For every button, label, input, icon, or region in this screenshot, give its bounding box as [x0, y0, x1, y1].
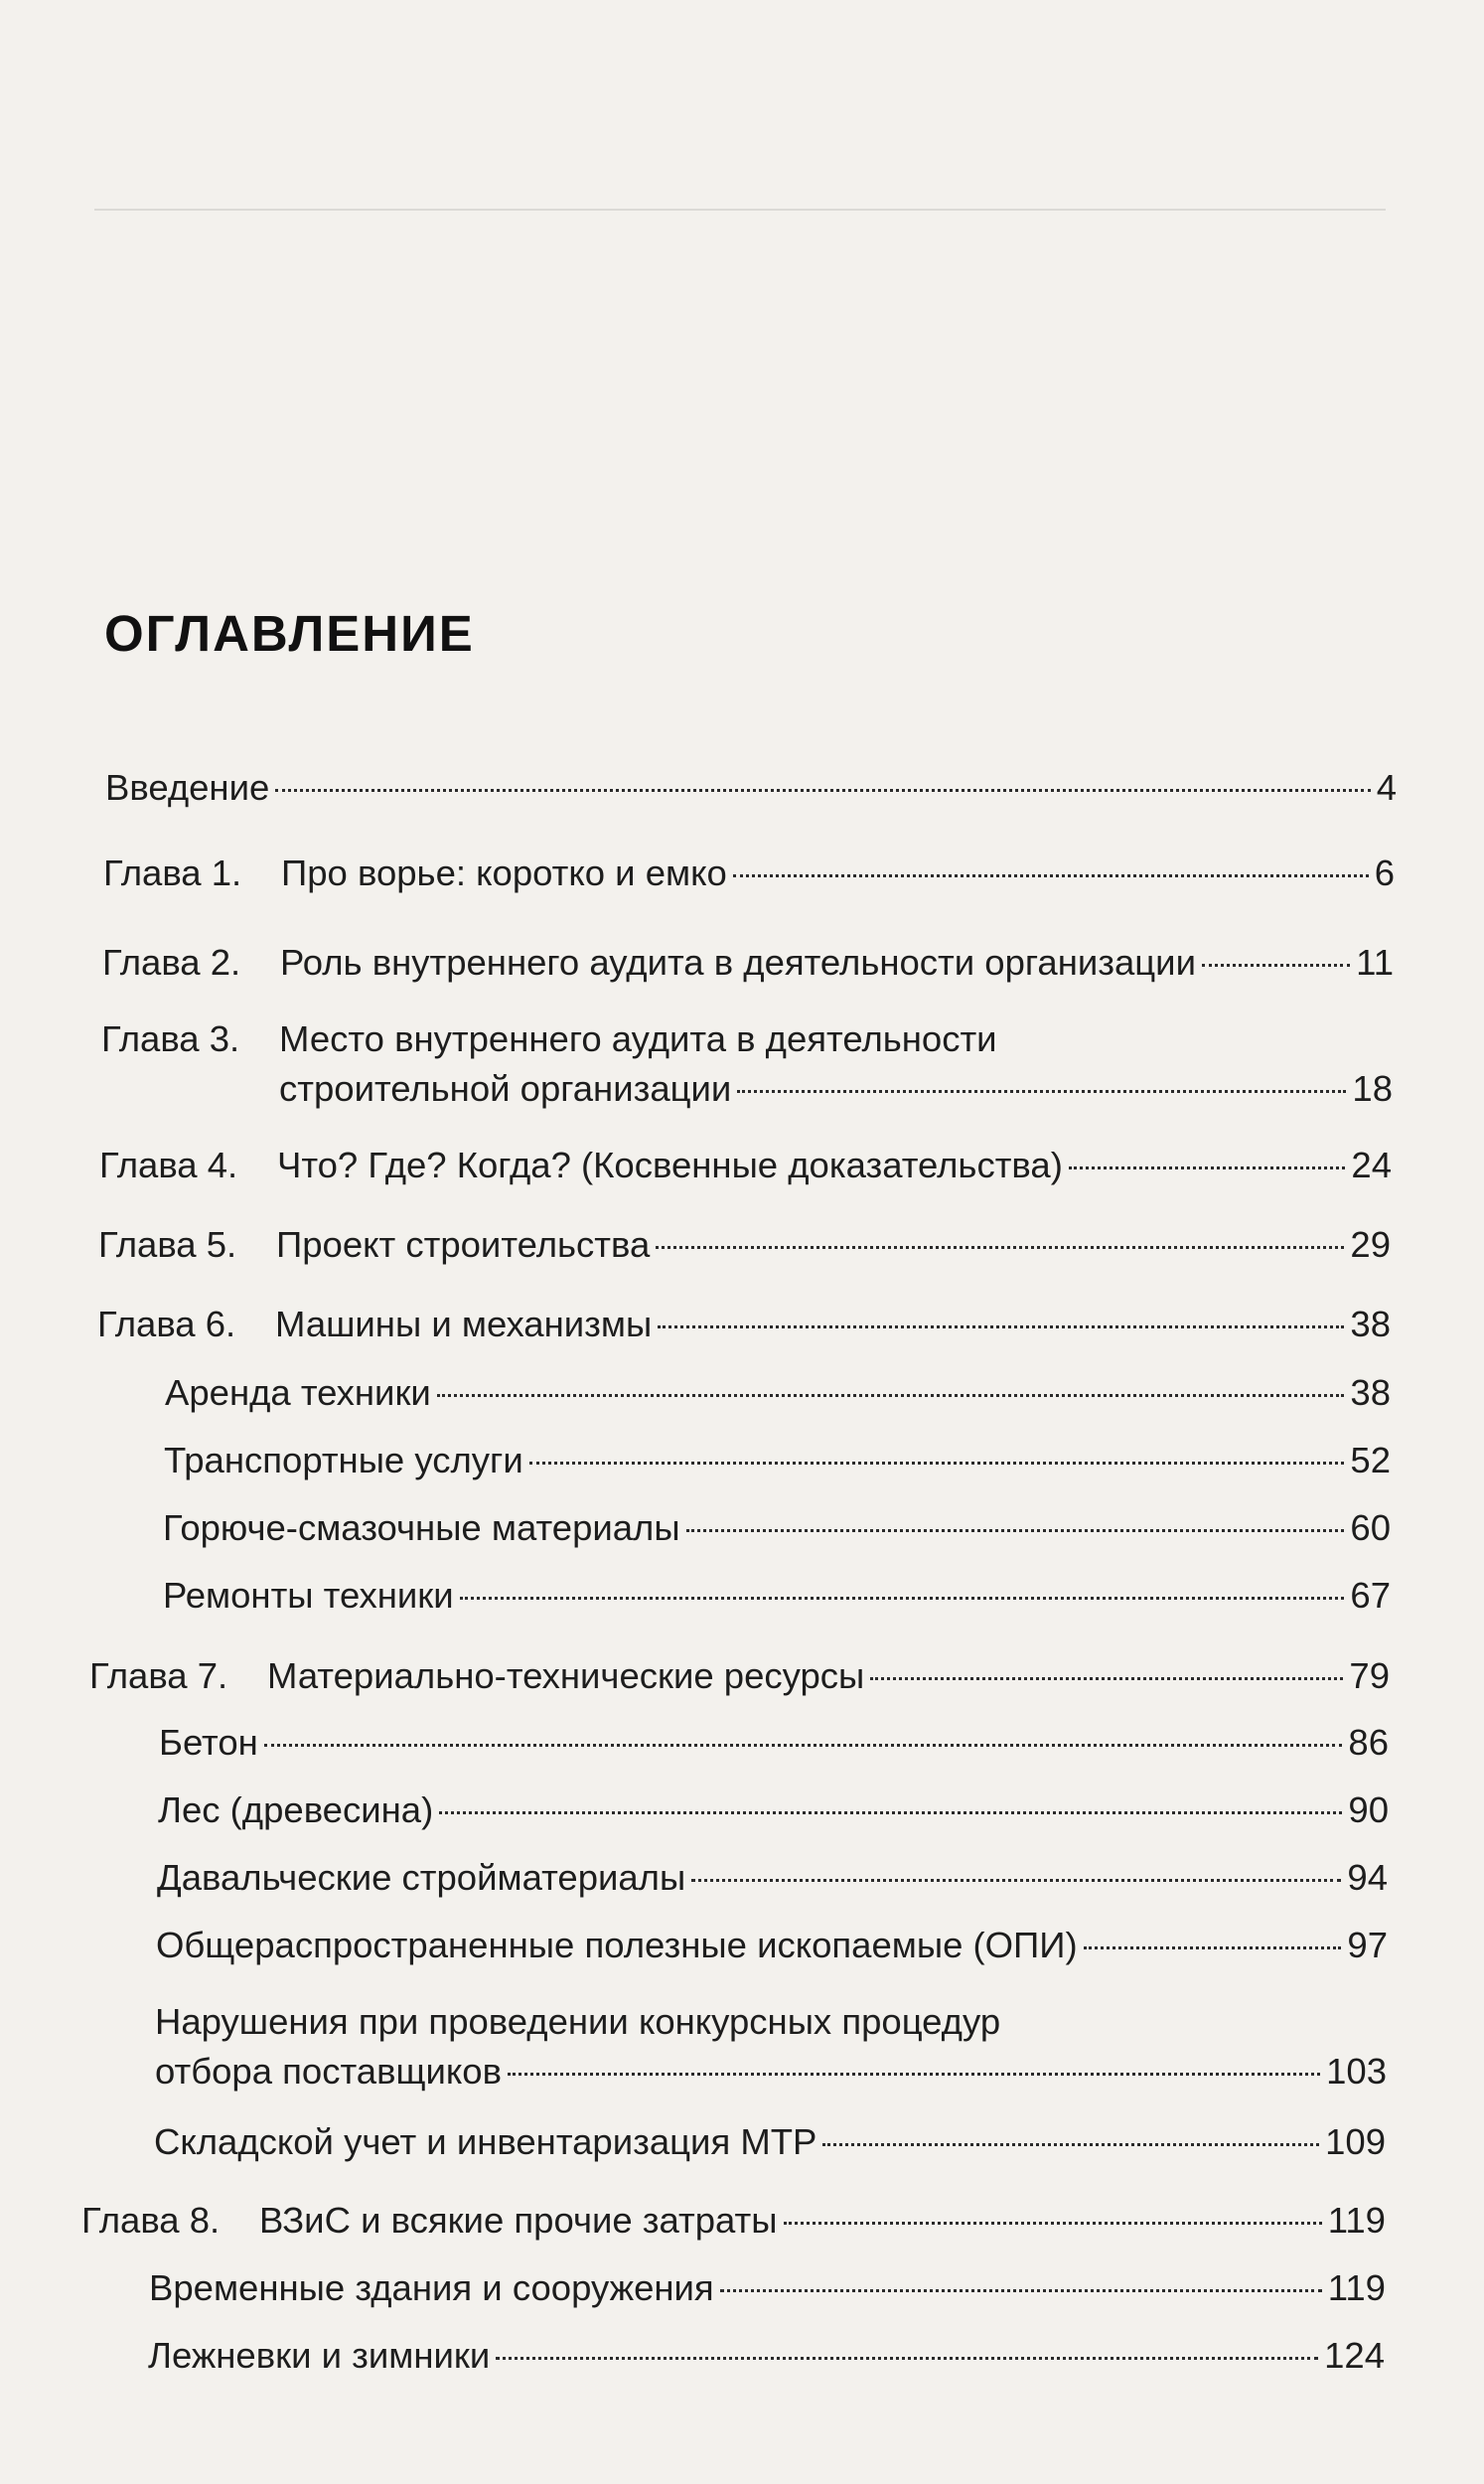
toc-entry-chapter-6: [97, 1300, 1391, 1349]
toc-entry-title: строительной организации: [279, 1068, 732, 1109]
toc-entry-page: 52: [1350, 1440, 1391, 1480]
toc-entry-page: 94: [1347, 1857, 1388, 1898]
toc-entry-title-line1: Место внутреннего аудита в деятельности: [279, 1018, 997, 1059]
toc-entry-page: 18: [1352, 1068, 1393, 1109]
toc-entry-page: 24: [1351, 1145, 1392, 1185]
toc-entry-chapter-4: [99, 1141, 1392, 1190]
toc-chapter-number: Глава 4.: [99, 1145, 238, 1185]
toc-entry-section: [158, 1785, 1389, 1835]
dot-leader: [870, 1677, 1343, 1680]
toc-entry-chapter-1: [103, 849, 1395, 898]
toc-entry-page: 86: [1348, 1722, 1389, 1763]
dot-leader: [460, 1597, 1345, 1600]
toc-entry-chapter-7: [89, 1651, 1390, 1701]
toc-entry-page: 4: [1376, 767, 1397, 808]
dot-leader: [439, 1811, 1342, 1814]
toc-entry-title: Про ворье: коротко и емко: [281, 853, 727, 893]
toc-entry-section: [148, 2331, 1385, 2381]
toc-entry-title: Что? Где? Когда? (Косвенные доказательства): [277, 1145, 1063, 1185]
toc-entry-page: 79: [1349, 1655, 1390, 1696]
toc-entry-page: 103: [1326, 2051, 1387, 2092]
dot-leader: [437, 1394, 1345, 1397]
toc-entry-section: [149, 2263, 1386, 2313]
toc-entry-page: 119: [1327, 2200, 1386, 2241]
dot-leader: [737, 1090, 1346, 1093]
toc-entry-title: Лес (древесина): [158, 1789, 434, 1830]
dot-leader: [658, 1325, 1344, 1328]
dot-leader: [656, 1246, 1344, 1249]
dot-leader: [264, 1744, 1343, 1747]
toc-entry-title: Введение: [105, 767, 270, 808]
toc-entry-chapter-2: [102, 938, 1394, 988]
toc-entry-title: Проект строительства: [276, 1224, 651, 1265]
toc-entry-page: 11: [1356, 942, 1394, 983]
toc-entry-title: Горюче-смазочные материалы: [163, 1507, 680, 1548]
toc-entry-title: Складской учет и инвентаризация МТР: [154, 2121, 817, 2162]
toc-chapter-number: Глава 7.: [89, 1655, 228, 1696]
toc-entry-page: 6: [1374, 853, 1395, 893]
dot-leader: [496, 2357, 1318, 2360]
toc-entry-page: 119: [1327, 2267, 1386, 2308]
toc-entry-section: [164, 1436, 1391, 1485]
page-title: ОГЛАВЛЕНИЕ: [104, 605, 475, 662]
toc-chapter-number: Глава 1.: [103, 853, 242, 893]
toc-entry-title: Транспортные услуги: [164, 1440, 523, 1480]
toc-entry-title: Давальческие стройматериалы: [157, 1857, 686, 1898]
dot-leader: [784, 2222, 1322, 2225]
toc-entry-page: 38: [1350, 1372, 1391, 1413]
toc-entry-title: ВЗиС и всякие прочие затраты: [259, 2200, 778, 2241]
toc-entry-page: 67: [1350, 1575, 1391, 1616]
dot-leader: [686, 1529, 1345, 1532]
dot-leader: [733, 874, 1369, 877]
dot-leader: [275, 789, 1370, 792]
toc-entry-section: [157, 1853, 1388, 1903]
toc-entry-section: [154, 2117, 1386, 2167]
toc-entry-title: отбора поставщиков: [155, 2051, 502, 2092]
toc-chapter-number: Глава 6.: [97, 1304, 236, 1344]
dot-leader: [529, 1462, 1345, 1465]
toc-entry-page: 97: [1347, 1925, 1388, 1965]
toc-entry-page: 38: [1350, 1304, 1391, 1344]
toc-entry-page: 109: [1325, 2121, 1386, 2162]
dot-leader: [691, 1879, 1341, 1882]
toc-entry-title: Временные здания и сооружения: [149, 2267, 714, 2308]
dot-leader: [1084, 1946, 1342, 1949]
toc-entry-chapter-8: [81, 2196, 1386, 2246]
toc-entry-section: [155, 1997, 1387, 2096]
toc-chapter-number: Глава 5.: [98, 1224, 237, 1265]
toc-entry-section: [159, 1718, 1389, 1768]
toc-entry-page: 60: [1350, 1507, 1391, 1548]
dot-leader: [720, 2289, 1322, 2292]
toc-entry-title: Общераспространенные полезные ископаемые (ОПИ): [156, 1925, 1078, 1965]
toc-chapter-number: Глава 3.: [101, 1018, 240, 1059]
toc-entry-title: Материально-технические ресурсы: [267, 1655, 865, 1696]
toc-entry-section: [165, 1368, 1391, 1418]
toc-chapter-number: Глава 2.: [102, 942, 241, 983]
toc-entry-page: 29: [1350, 1224, 1391, 1265]
toc-entry-title: Машины и механизмы: [275, 1304, 653, 1344]
toc-entry-page: 90: [1348, 1789, 1389, 1830]
toc-entry-title: Ремонты техники: [163, 1575, 454, 1616]
toc-entry-title: Лежневки и зимники: [148, 2335, 491, 2376]
toc-entry-chapter-5: [98, 1220, 1391, 1270]
toc-entry-section: [156, 1921, 1388, 1970]
toc-chapter-number: Глава 8.: [81, 2200, 221, 2241]
toc-entry-intro: [105, 763, 1397, 813]
toc-entry-section: [163, 1503, 1391, 1553]
dot-leader: [822, 2143, 1319, 2146]
toc-entry-title: Бетон: [159, 1722, 258, 1763]
toc-entry-section: [163, 1571, 1391, 1621]
dot-leader: [508, 2073, 1320, 2076]
toc-entry-page: 124: [1324, 2335, 1385, 2376]
dot-leader: [1069, 1166, 1346, 1169]
toc-entry-title: Аренда техники: [165, 1372, 431, 1413]
dot-leader: [1202, 964, 1350, 967]
toc-entry-title-line1: Нарушения при проведении конкурсных процедур: [155, 2001, 1001, 2042]
toc-entry-chapter-3: [101, 1014, 1393, 1114]
toc-entry-title: Роль внутреннего аудита в деятельности организации: [280, 942, 1196, 983]
